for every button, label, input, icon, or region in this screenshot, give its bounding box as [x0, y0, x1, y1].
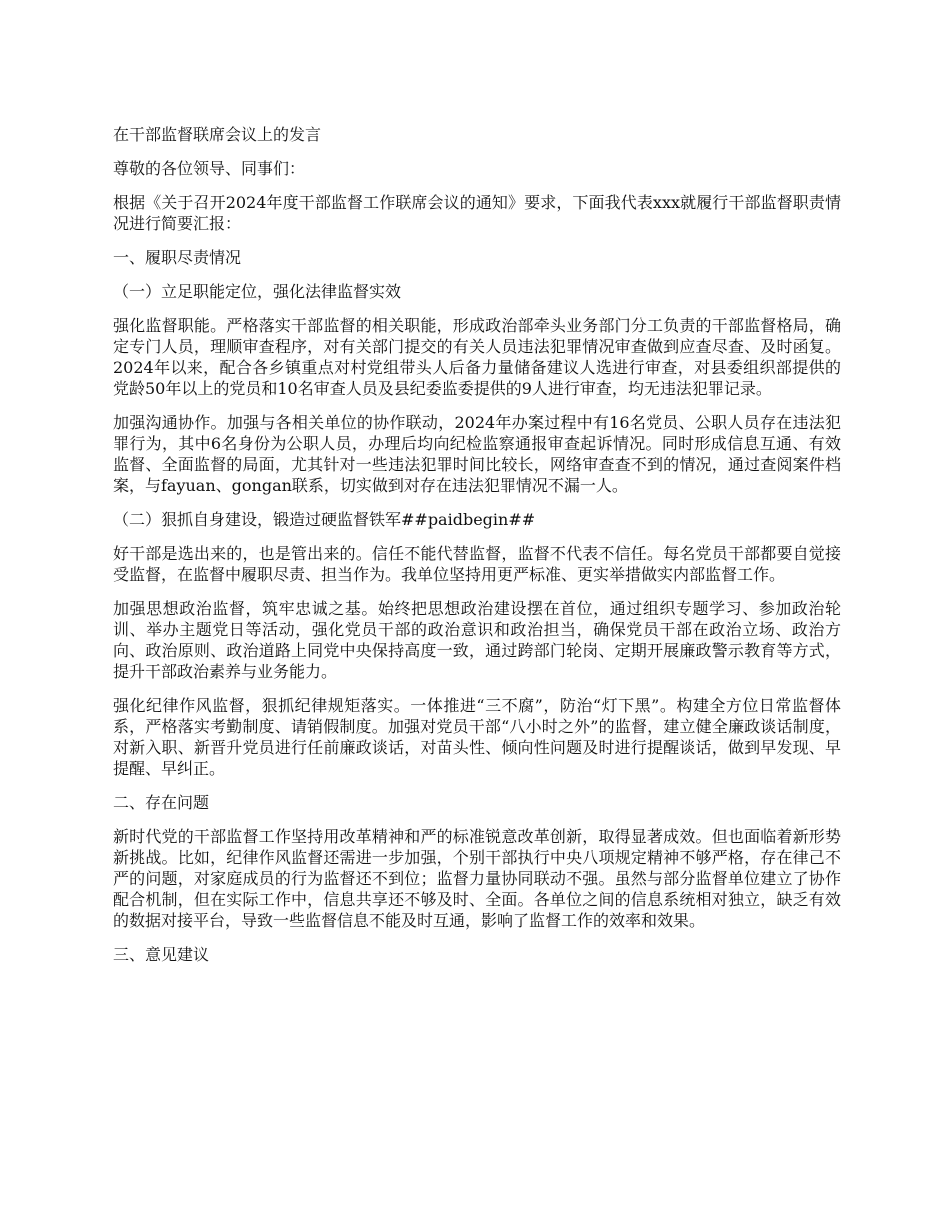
paragraph: 强化纪律作风监督，狠抓纪律规矩落实。一体推进“三不腐”，防治“灯下黑”。构建全方位日常监督体系，严格落实考勤制度、请销假制度。加强对党员干部“八小时之外”的监督，建立健全廉政谈话制度，对新入职、新晋升党员进行任前廉政谈话，对苗头性、倾向性问题及时进行提醒谈话，做到早发现、早提醒、早纠正。 — [113, 696, 841, 778]
document-title: 在干部监督联席会议上的发言 — [113, 125, 322, 144]
subsection-heading-1: （一）立足职能定位，强化法律监督实效 — [113, 282, 402, 301]
paragraph: 加强思想政治监督，筑牢忠诚之基。始终把思想政治建设摆在首位，通过组织专题学习、参加政治轮训、举办主题党日等活动，强化党员干部的政治意识和政治担当，确保党员干部在政治立场、政治方向、政治原则、政治道路上同党中央保持高度一致，通过跨部门轮岗、定期开展廉政警示教育等方式，提升干部政治素养与业务能力。 — [113, 599, 841, 681]
section-heading-1: 一、履职尽责情况 — [113, 248, 242, 267]
paragraph: 强化监督职能。严格落实干部监督的相关职能，形成政治部牵头业务部门分工负责的干部监督格局，确定专门人员，理顺审查程序，对有关部门提交的有关人员违法犯罪情况审查做到应查尽查、及时函复。2024年以来，配合各乡镇重点对村党组带头人后备力量储备建议人选进行审查，对县委组织部提供的党龄50年以上的党员和10名审查人员及县纪委监委提供的9人进行审查，均无违法犯罪记录。 — [113, 316, 841, 398]
intro-paragraph: 根据《关于召开2024年度干部监督工作联席会议的通知》要求，下面我代表xxx就履行干部监督职责情况进行简要汇报： — [113, 193, 841, 233]
document-body — [113, 124, 841, 978]
subsection-heading-2: （二）狠抓自身建设，锻造过硬监督铁军##paidbegin## — [113, 510, 536, 529]
paragraph: 加强沟通协作。加强与各相关单位的协作联动，2024年办案过程中有16名党员、公职人员存在违法犯罪行为，其中6名身份为公职人员，办理后均向纪检监察通报审查起诉情况。同时形成信息互通、有效监督、全面监督的局面，尤其针对一些违法犯罪时间比较长，网络审查查不到的情况，通过查阅案件档案，与fayuan、gongan联系，切实做到对存在违法犯罪情况不漏一人。 — [113, 413, 841, 495]
section-heading-3: 三、意见建议 — [113, 945, 210, 964]
section-heading-2: 二、存在问题 — [113, 793, 210, 812]
paragraph: 好干部是选出来的，也是管出来的。信任不能代替监督，监督不代表不信任。每名党员干部都要自觉接受监督，在监督中履职尽责、担当作为。我单位坚持用更严标准、更实举措做实内部监督工作。 — [113, 544, 841, 584]
paragraph: 新时代党的干部监督工作坚持用改革精神和严的标准锐意改革创新，取得显著成效。但也面临着新形势新挑战。比如，纪律作风监督还需进一步加强，个别干部执行中央八项规定精神不够严格，存在律己不严的问题，对家庭成员的行为监督还不到位；监督力量协同联动不强。虽然与部分监督单位建立了协作配合机制，但在实际工作中，信息共享还不够及时、全面。各单位之间的信息系统相对独立，缺乏有效的数据对接平台，导致一些监督信息不能及时互通，影响了监督工作的效率和效果。 — [113, 827, 841, 930]
salutation: 尊敬的各位领导、同事们： — [113, 159, 306, 178]
